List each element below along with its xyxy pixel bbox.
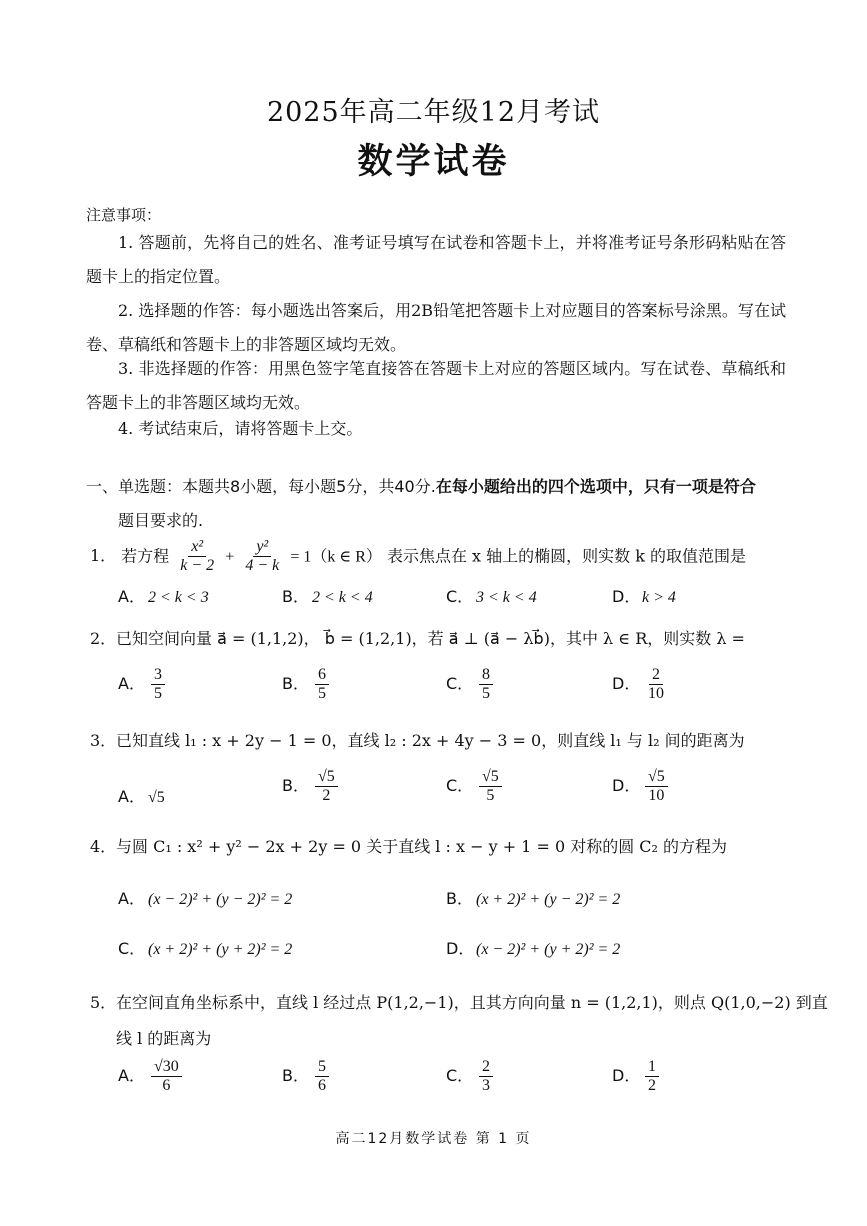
question-number: 1． xyxy=(90,546,117,566)
question-text: 已知直线 l₁ : x + 2y − 1 = 0，直线 l₂ : 2x + 4y − 3 = 0，则直线 l₁ 与 l₂ 间的距离为 xyxy=(116,731,745,750)
fraction xyxy=(479,768,502,806)
denominator: 2 xyxy=(322,787,331,805)
option-c xyxy=(446,584,537,607)
question-5 xyxy=(90,990,828,1013)
denominator: 3 xyxy=(482,1077,490,1095)
option-b xyxy=(282,584,373,607)
option-label: C． xyxy=(446,776,474,796)
denominator: 6 xyxy=(162,1077,171,1095)
question-number: 2． xyxy=(90,629,117,648)
notes-heading: 注意事项： xyxy=(86,206,162,224)
option-label: A． xyxy=(118,889,145,908)
section-heading xyxy=(86,470,786,538)
option-label: B． xyxy=(282,674,309,694)
option-label: D． xyxy=(612,587,641,606)
question-number: 5． xyxy=(90,993,117,1012)
denominator: k − 2 xyxy=(180,557,215,575)
option-c xyxy=(118,936,292,959)
option-label: C． xyxy=(446,674,474,694)
option-value: √5 xyxy=(148,789,165,806)
denominator: 6 xyxy=(318,1077,326,1095)
fraction xyxy=(479,666,493,704)
question-number: 3． xyxy=(90,731,117,750)
fraction xyxy=(645,768,668,806)
option-label: D． xyxy=(612,674,641,694)
fraction xyxy=(315,1058,329,1096)
question-2 xyxy=(90,626,745,649)
option-label: C． xyxy=(118,939,146,958)
numerator: 2 xyxy=(649,666,663,685)
denominator: 2 xyxy=(648,1077,656,1095)
note-item-2: 2. 选择题的作答：每小题选出答案后，用2B铅笔把答题卡上对应题目的答案标号涂黑。写在试卷、草稿纸和答题卡上的非答题区域均无效。 xyxy=(86,301,786,354)
exam-subtitle: 数学试卷 xyxy=(357,141,510,182)
question-4 xyxy=(90,834,727,857)
option-value: (x + 2)² + (y + 2)² = 2 xyxy=(148,941,293,958)
option-d xyxy=(612,584,676,607)
equation-tail: = 1（k ∈ R） xyxy=(290,548,382,566)
option-d xyxy=(612,768,671,806)
question-text: 已知空间向量 a⃗ = (1,1,2)， b⃗ = (1,2,1)，若 a⃗ ⊥ (a⃗ − λb⃗)，其中 λ ∈ R，则实数 λ = xyxy=(116,629,745,648)
section-bold-text: 在每小题给出的四个选项中，只有一项是符合 xyxy=(435,477,756,496)
option-label: C． xyxy=(446,587,474,606)
fraction xyxy=(479,1058,493,1096)
option-value: k > 4 xyxy=(642,589,676,606)
option-value: 2 < k < 3 xyxy=(148,589,209,606)
option-c xyxy=(446,1058,496,1096)
option-c xyxy=(446,666,496,704)
option-label: A． xyxy=(118,674,145,694)
numerator: 1 xyxy=(645,1058,659,1077)
numerator: x² xyxy=(188,538,206,557)
option-a xyxy=(118,886,292,909)
fraction xyxy=(151,1058,182,1096)
denominator: 4 − k xyxy=(245,557,280,575)
section-line2: 题目要求的. xyxy=(118,511,204,530)
option-b xyxy=(446,886,620,909)
option-label: A． xyxy=(118,787,145,806)
numerator: 5 xyxy=(315,1058,329,1077)
option-value: 3 < k < 4 xyxy=(476,589,537,606)
option-label: B． xyxy=(282,776,309,796)
numerator: 6 xyxy=(315,666,329,685)
option-label: B． xyxy=(282,1066,309,1086)
question-5-line2: 线 l 的距离为 xyxy=(116,1029,212,1048)
option-label: A． xyxy=(118,1066,145,1086)
option-label: D． xyxy=(612,776,641,796)
option-label: D． xyxy=(612,1066,641,1086)
numerator: 2 xyxy=(479,1058,493,1077)
option-a xyxy=(118,784,165,807)
denominator: 5 xyxy=(318,685,326,703)
question-text: 表示焦点在 x 轴上的椭圆，则实数 k 的取值范围是 xyxy=(386,546,747,566)
question-1 xyxy=(90,538,746,576)
section-prefix: 一、单选题：本题共8小题，每小题5分，共40分. xyxy=(86,477,436,496)
fraction xyxy=(315,768,338,806)
numerator: √5 xyxy=(315,768,338,787)
question-text: 在空间直角坐标系中，直线 l 经过点 P(1,2,−1)，且其方向向量 n = (1,2,1)，则点 Q(1,0,−2) 到直 xyxy=(116,993,828,1012)
option-a xyxy=(118,666,168,704)
option-label: A． xyxy=(118,587,145,606)
denominator: 10 xyxy=(648,685,664,703)
note-item-4: 4. 考试结束后，请将答题卡上交。 xyxy=(118,419,363,438)
fraction xyxy=(242,538,282,576)
option-a xyxy=(118,584,209,607)
option-b xyxy=(282,666,332,704)
option-label: C． xyxy=(446,1066,474,1086)
option-d xyxy=(612,1058,662,1096)
question-3 xyxy=(90,728,745,751)
note-item-3: 3. 非选择题的作答：用黑色签字笔直接答在答题卡上对应的答题区域内。写在试卷、草稿纸和答题卡上的非答题区域均无效。 xyxy=(86,359,786,412)
page-footer: 高二12月数学试卷 第 1 页 xyxy=(335,1131,532,1147)
option-b xyxy=(282,1058,332,1096)
numerator: y² xyxy=(253,538,271,557)
option-d xyxy=(446,936,620,959)
denominator: 5 xyxy=(486,787,495,805)
question-text: 与圆 C₁ : x² + y² − 2x + 2y = 0 关于直线 l : x − y + 1 = 0 对称的圆 C₂ 的方程为 xyxy=(116,837,728,856)
option-value: (x − 2)² + (y + 2)² = 2 xyxy=(476,941,621,958)
fraction xyxy=(151,666,165,704)
option-b xyxy=(282,768,341,806)
plus-sign: + xyxy=(225,548,235,566)
option-value: (x − 2)² + (y − 2)² = 2 xyxy=(148,891,293,908)
option-label: D． xyxy=(446,939,475,958)
option-c xyxy=(446,768,505,806)
note-item-1: 1. 答题前，先将自己的姓名、准考证号填写在试卷和答题卡上，并将准考证号条形码粘贴在答题卡上的指定位置。 xyxy=(86,233,786,286)
fraction xyxy=(177,538,217,576)
numerator: √5 xyxy=(645,768,668,787)
option-label: B． xyxy=(446,889,473,908)
option-label: B． xyxy=(282,587,309,606)
denominator: 5 xyxy=(154,685,162,703)
exam-title: 2025年高二年级12月考试 xyxy=(266,97,601,128)
denominator: 10 xyxy=(648,787,665,805)
numerator: √30 xyxy=(151,1058,182,1077)
fraction xyxy=(645,1058,659,1096)
option-d xyxy=(612,666,670,704)
fraction xyxy=(315,666,329,704)
question-lead: 若方程 xyxy=(121,546,170,566)
option-a xyxy=(118,1058,185,1096)
numerator: √5 xyxy=(479,768,502,787)
option-value: 2 < k < 4 xyxy=(312,589,373,606)
numerator: 8 xyxy=(479,666,493,685)
question-number: 4． xyxy=(90,837,117,856)
denominator: 5 xyxy=(482,685,490,703)
fraction xyxy=(645,666,667,704)
option-value: (x + 2)² + (y − 2)² = 2 xyxy=(476,891,621,908)
numerator: 3 xyxy=(151,666,165,685)
